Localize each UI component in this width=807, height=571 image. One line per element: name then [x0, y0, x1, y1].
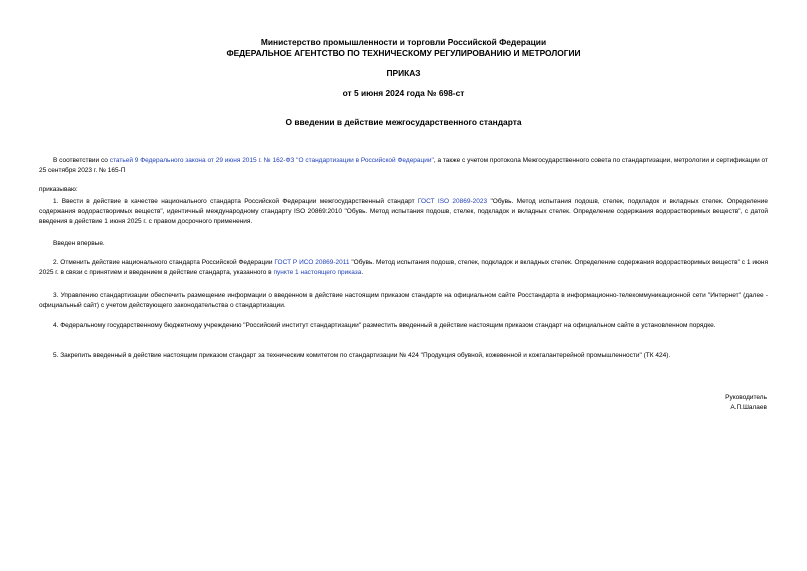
signatory-name: А.П.Шалаев — [730, 404, 767, 411]
item-2-paragraph — [39, 258, 768, 278]
document-title: О введении в действие межгосударственного стандарта — [285, 117, 522, 127]
gost-iso-link[interactable]: ГОСТ ISO 20869-2023 — [417, 198, 488, 205]
introduced-first-paragraph — [39, 239, 768, 249]
item-5-text: 5. Закрепить введенный в действие настоящим приказом стандарт за техническим комитетом по стандартизации № 424 "Продукция обувной, кожевенной и кожгалантерейной промышленности" (ТК 424). — [53, 352, 671, 359]
document-date-number: от 5 июня 2024 года № 698-ст — [342, 88, 465, 98]
item-3-text: 3. Управлению стандартизации обеспечить размещение информации о введенном в действие настоящим приказом стандарте на официальном сайте Росстандарта в информационно-телекоммуникационной сети "Интернет" (далее - официальный сайт) с учетом действующего законодательства о стандартизации. — [39, 292, 768, 309]
item-4-paragraph — [39, 321, 768, 331]
preamble-text-before: В соответствии со — [53, 157, 110, 164]
item-2-text-after: . — [361, 269, 364, 276]
order-word-text: приказываю: — [39, 186, 78, 193]
item-1-text-after: "Обувь. Метод испытания подошв, стелек, подкладок и вкладных стелек. Определение содержания водорастворимых веществ", идентичный международному стандарту ISO 20869:2010 "Обувь. Метод испытания подошв, стелек, подкладок и вкладных стелек. Определение содержания водорастворимых веществ", с датой введения в действие 1 июня 2025 г. с правом досрочного применения. — [39, 198, 768, 225]
item-3-paragraph — [39, 291, 768, 311]
agency-name: ФЕДЕРАЛЬНОЕ АГЕНТСТВО ПО ТЕХНИЧЕСКОМУ РЕГУЛИРОВАНИЮ И МЕТРОЛОГИИ — [226, 48, 581, 58]
signatory-role: Руководитель — [725, 394, 767, 401]
order-word — [39, 185, 768, 195]
federal-law-link[interactable]: статьей 9 Федерального закона от 29 июня 2015 г. № 162-ФЗ "О стандартизации в Российской Федерации" — [109, 157, 434, 164]
item-1-reference-link[interactable]: пункте 1 настоящего приказа — [273, 269, 362, 276]
introduced-first-text: Введен впервые. — [53, 240, 105, 247]
item-4-text: 4. Федеральному государственному бюджетному учреждению "Российский институт стандартизации" разместить введенный в действие настоящим приказом стандарт на официальном сайте в установленном порядке. — [53, 322, 716, 329]
gost-r-iso-link[interactable]: ГОСТ Р ИСО 20869-2011 — [274, 259, 350, 266]
ministry-name: Министерство промышленности и торговли Российской Федерации — [260, 37, 547, 47]
item-5-paragraph — [39, 351, 768, 361]
preamble-paragraph — [39, 156, 768, 176]
item-1-paragraph — [39, 197, 768, 227]
document-type: ПРИКАЗ — [386, 68, 421, 78]
item-1-text-before: 1. Ввести в действие в качестве национального стандарта Российской Федерации межгосударственный стандарт — [53, 198, 418, 205]
item-2-text-before: 2. Отменить действие национального стандарта Российской Федерации — [53, 259, 275, 266]
preamble-text-after: , а также с учетом протокола Межгосударственного совета по стандартизации, метрологии и сертификации от 25 сентября 2023 г. № 165-П — [39, 157, 768, 174]
item-2-text-middle: "Обувь. Метод испытания подошв, стелек, подкладок и вкладных стелек. Определение содержания водорастворимых веществ" с 1 июня 2025 г. в связи с принятием и введением в действие стандарта, указанного в — [39, 259, 769, 276]
